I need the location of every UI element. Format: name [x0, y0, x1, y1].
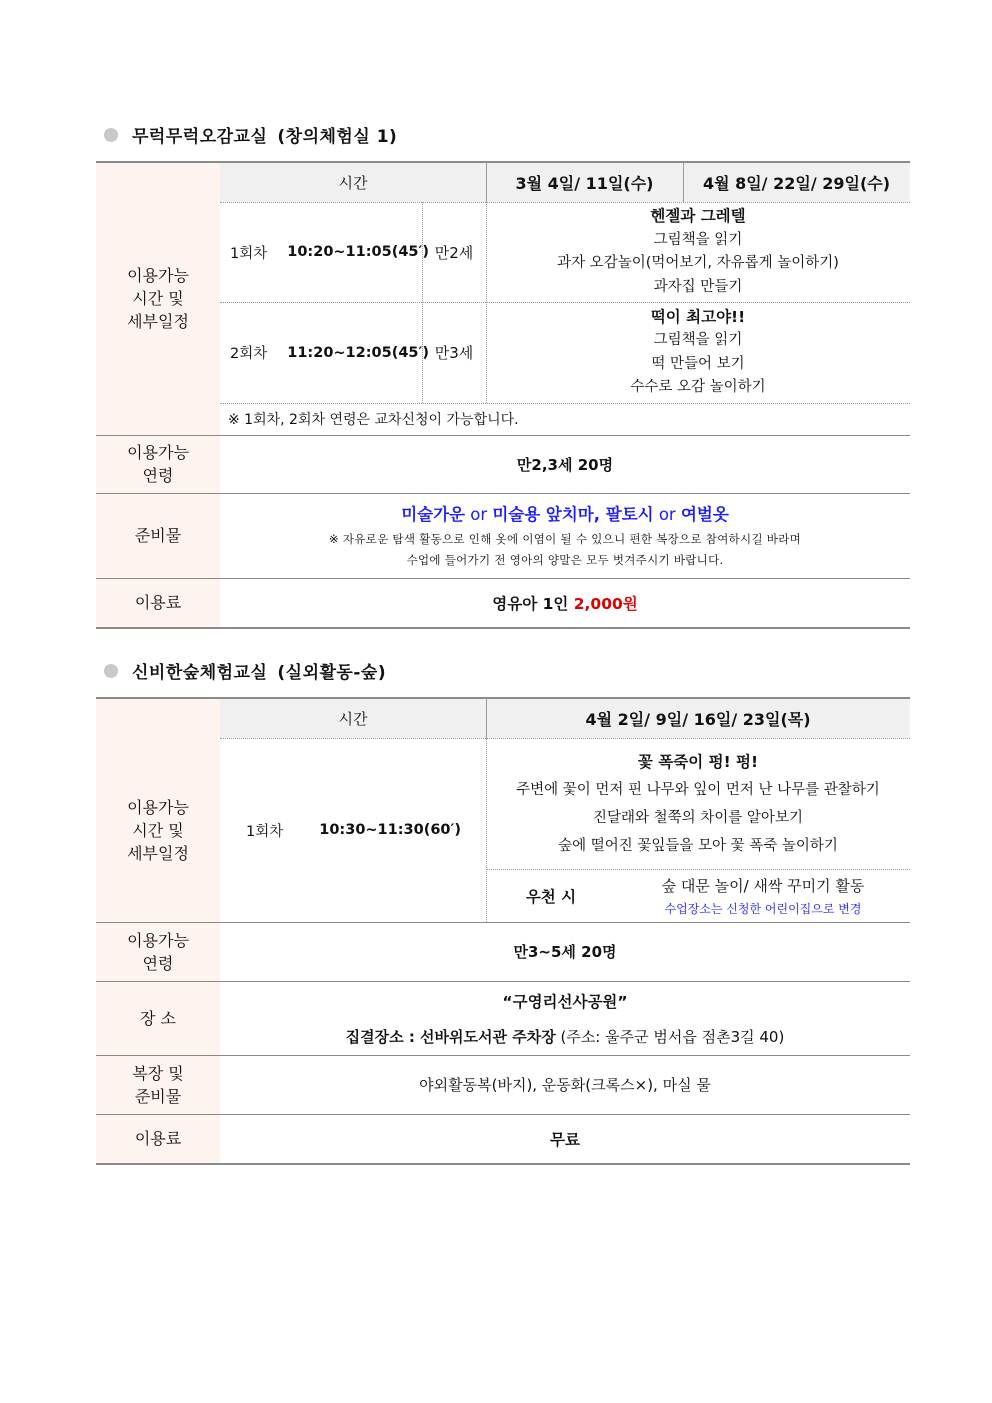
rain-plan	[616, 871, 910, 921]
header-date-1: 3월 4일/ 11일(수)	[515, 173, 654, 193]
schedule-label: 이용가능 시간 및 세부일정	[127, 797, 189, 863]
meeting-label: 집결장소 : 선바위도서관 주차장	[345, 1027, 556, 1046]
prep-label: 준비물	[134, 526, 182, 545]
section1-title	[104, 122, 397, 147]
program-activity: 진달래와 철쭉의 차이를 알아보기	[593, 810, 803, 826]
place-value	[220, 983, 910, 1053]
section1-subtitle: (창의체험실 1)	[277, 127, 398, 147]
session-1-activity: 과자집 만들기	[653, 278, 743, 295]
header-time: 시간	[338, 173, 368, 192]
schedule-label: 이용가능 시간 및 세부일정	[127, 266, 189, 331]
session-time: 10:30~11:30(60′)	[319, 822, 461, 838]
dress-value: 야외활동복(바지), 운동화(크록스×), 마실 물	[419, 1076, 711, 1094]
bullet-icon	[104, 128, 118, 142]
rain-note: 수업장소는 신청한 어린이집으로 변경	[664, 902, 862, 916]
session-1-activity: 그림책을 읽기	[653, 231, 743, 248]
rain-activity: 숲 대문 놀이/ 새싹 꾸미기 활동	[661, 877, 865, 895]
session-2-activity: 수수로 오감 놀이하기	[630, 379, 766, 395]
prep-value	[220, 497, 910, 575]
age-value: 만3~5세 20명	[513, 943, 617, 961]
place-name: “구영리선사공원”	[502, 992, 628, 1011]
prep-item: 미술가운	[401, 505, 465, 524]
session-1-age: 만2세	[434, 243, 474, 262]
fee-label: 이용료	[134, 1129, 182, 1148]
section2-subtitle: (실외활동-숲)	[277, 663, 387, 683]
section2-title-text: 신비한숲체험교실	[132, 663, 268, 683]
prep-item: 여벌옷	[680, 505, 729, 524]
session-1-program	[486, 204, 910, 300]
prep-note-1: ※ 자유로운 탐색 활동으로 인해 옷에 이염이 될 수 있으니 편한 복장으로 참여하시길 바라며	[328, 532, 802, 546]
prep-item: 미술용 앞치마, 팔토시	[492, 505, 654, 524]
program-activity: 숲에 떨어진 꽃잎들을 모아 꽃 폭죽 놀이하기	[558, 838, 838, 854]
program-activity: 주변에 꽃이 먼저 핀 나무와 잎이 먼저 난 나무를 관찰하기	[516, 782, 880, 798]
meeting-place	[346, 1026, 785, 1047]
session-1-round-text: 1회차	[230, 245, 268, 262]
bullet-icon	[104, 664, 118, 678]
program-title: 꽃 폭죽이 펑! 펑!	[637, 753, 759, 771]
age-label: 이용가능 연령	[127, 443, 189, 485]
session-round-text: 1회차	[246, 823, 284, 840]
session-1-round	[230, 202, 429, 302]
session-2-age: 만3세	[434, 344, 474, 362]
header-date-2: 4월 8일/ 22일/ 29일(수)	[702, 173, 891, 193]
session-2-round	[230, 302, 429, 403]
prep-note-2: 수업에 들어가기 전 영아의 양말은 모두 벗겨주시기 바랍니다.	[406, 553, 724, 567]
rain-label: 우천 시	[525, 887, 577, 906]
fee-value: 무료	[550, 1130, 580, 1149]
session-2-time: 11:20~12:05(45′)	[287, 344, 429, 361]
prep-main	[401, 501, 729, 525]
fee-value	[220, 578, 910, 627]
session-2-program	[486, 304, 910, 401]
session-program	[486, 746, 910, 862]
fee-label: 이용료	[134, 593, 182, 612]
section1-title-text: 무럭무럭오감교실	[132, 127, 268, 147]
age-value: 만2,3세 20명	[516, 455, 614, 474]
session-2-activity: 떡 만들어 보기	[651, 355, 745, 372]
session-1-activity: 과자 오감놀이(먹어보기, 자유롭게 놀이하기)	[557, 255, 839, 271]
fee-amount: 2,000원	[573, 594, 638, 613]
meeting-address: (주소: 울주군 범서읍 점촌3길 40)	[555, 1027, 785, 1046]
dress-label: 복장 및 준비물	[132, 1063, 184, 1106]
session-2-round-text: 2회차	[230, 346, 268, 362]
age-label: 이용가능 연령	[127, 930, 189, 973]
prep-or: or	[653, 505, 681, 524]
cross-apply-note: ※ 1회차, 2회차 연령은 교차신청이 가능합니다.	[228, 412, 519, 428]
place-label: 장 소	[140, 1008, 176, 1028]
section2-title	[104, 658, 386, 683]
session-2-activity: 그림책을 읽기	[653, 332, 743, 348]
header-time: 시간	[338, 709, 368, 728]
prep-or: or	[464, 505, 493, 524]
header-date: 4월 2일/ 9일/ 16일/ 23일(목)	[585, 709, 811, 729]
session-1-time: 10:20~11:05(45′)	[287, 244, 429, 260]
session-2-program-title: 떡이 최고야!!	[650, 307, 746, 326]
fee-prefix: 영유아 1인	[492, 594, 574, 613]
session-1-program-title: 헨젤과 그레텔	[650, 207, 746, 225]
session-round	[246, 738, 461, 922]
